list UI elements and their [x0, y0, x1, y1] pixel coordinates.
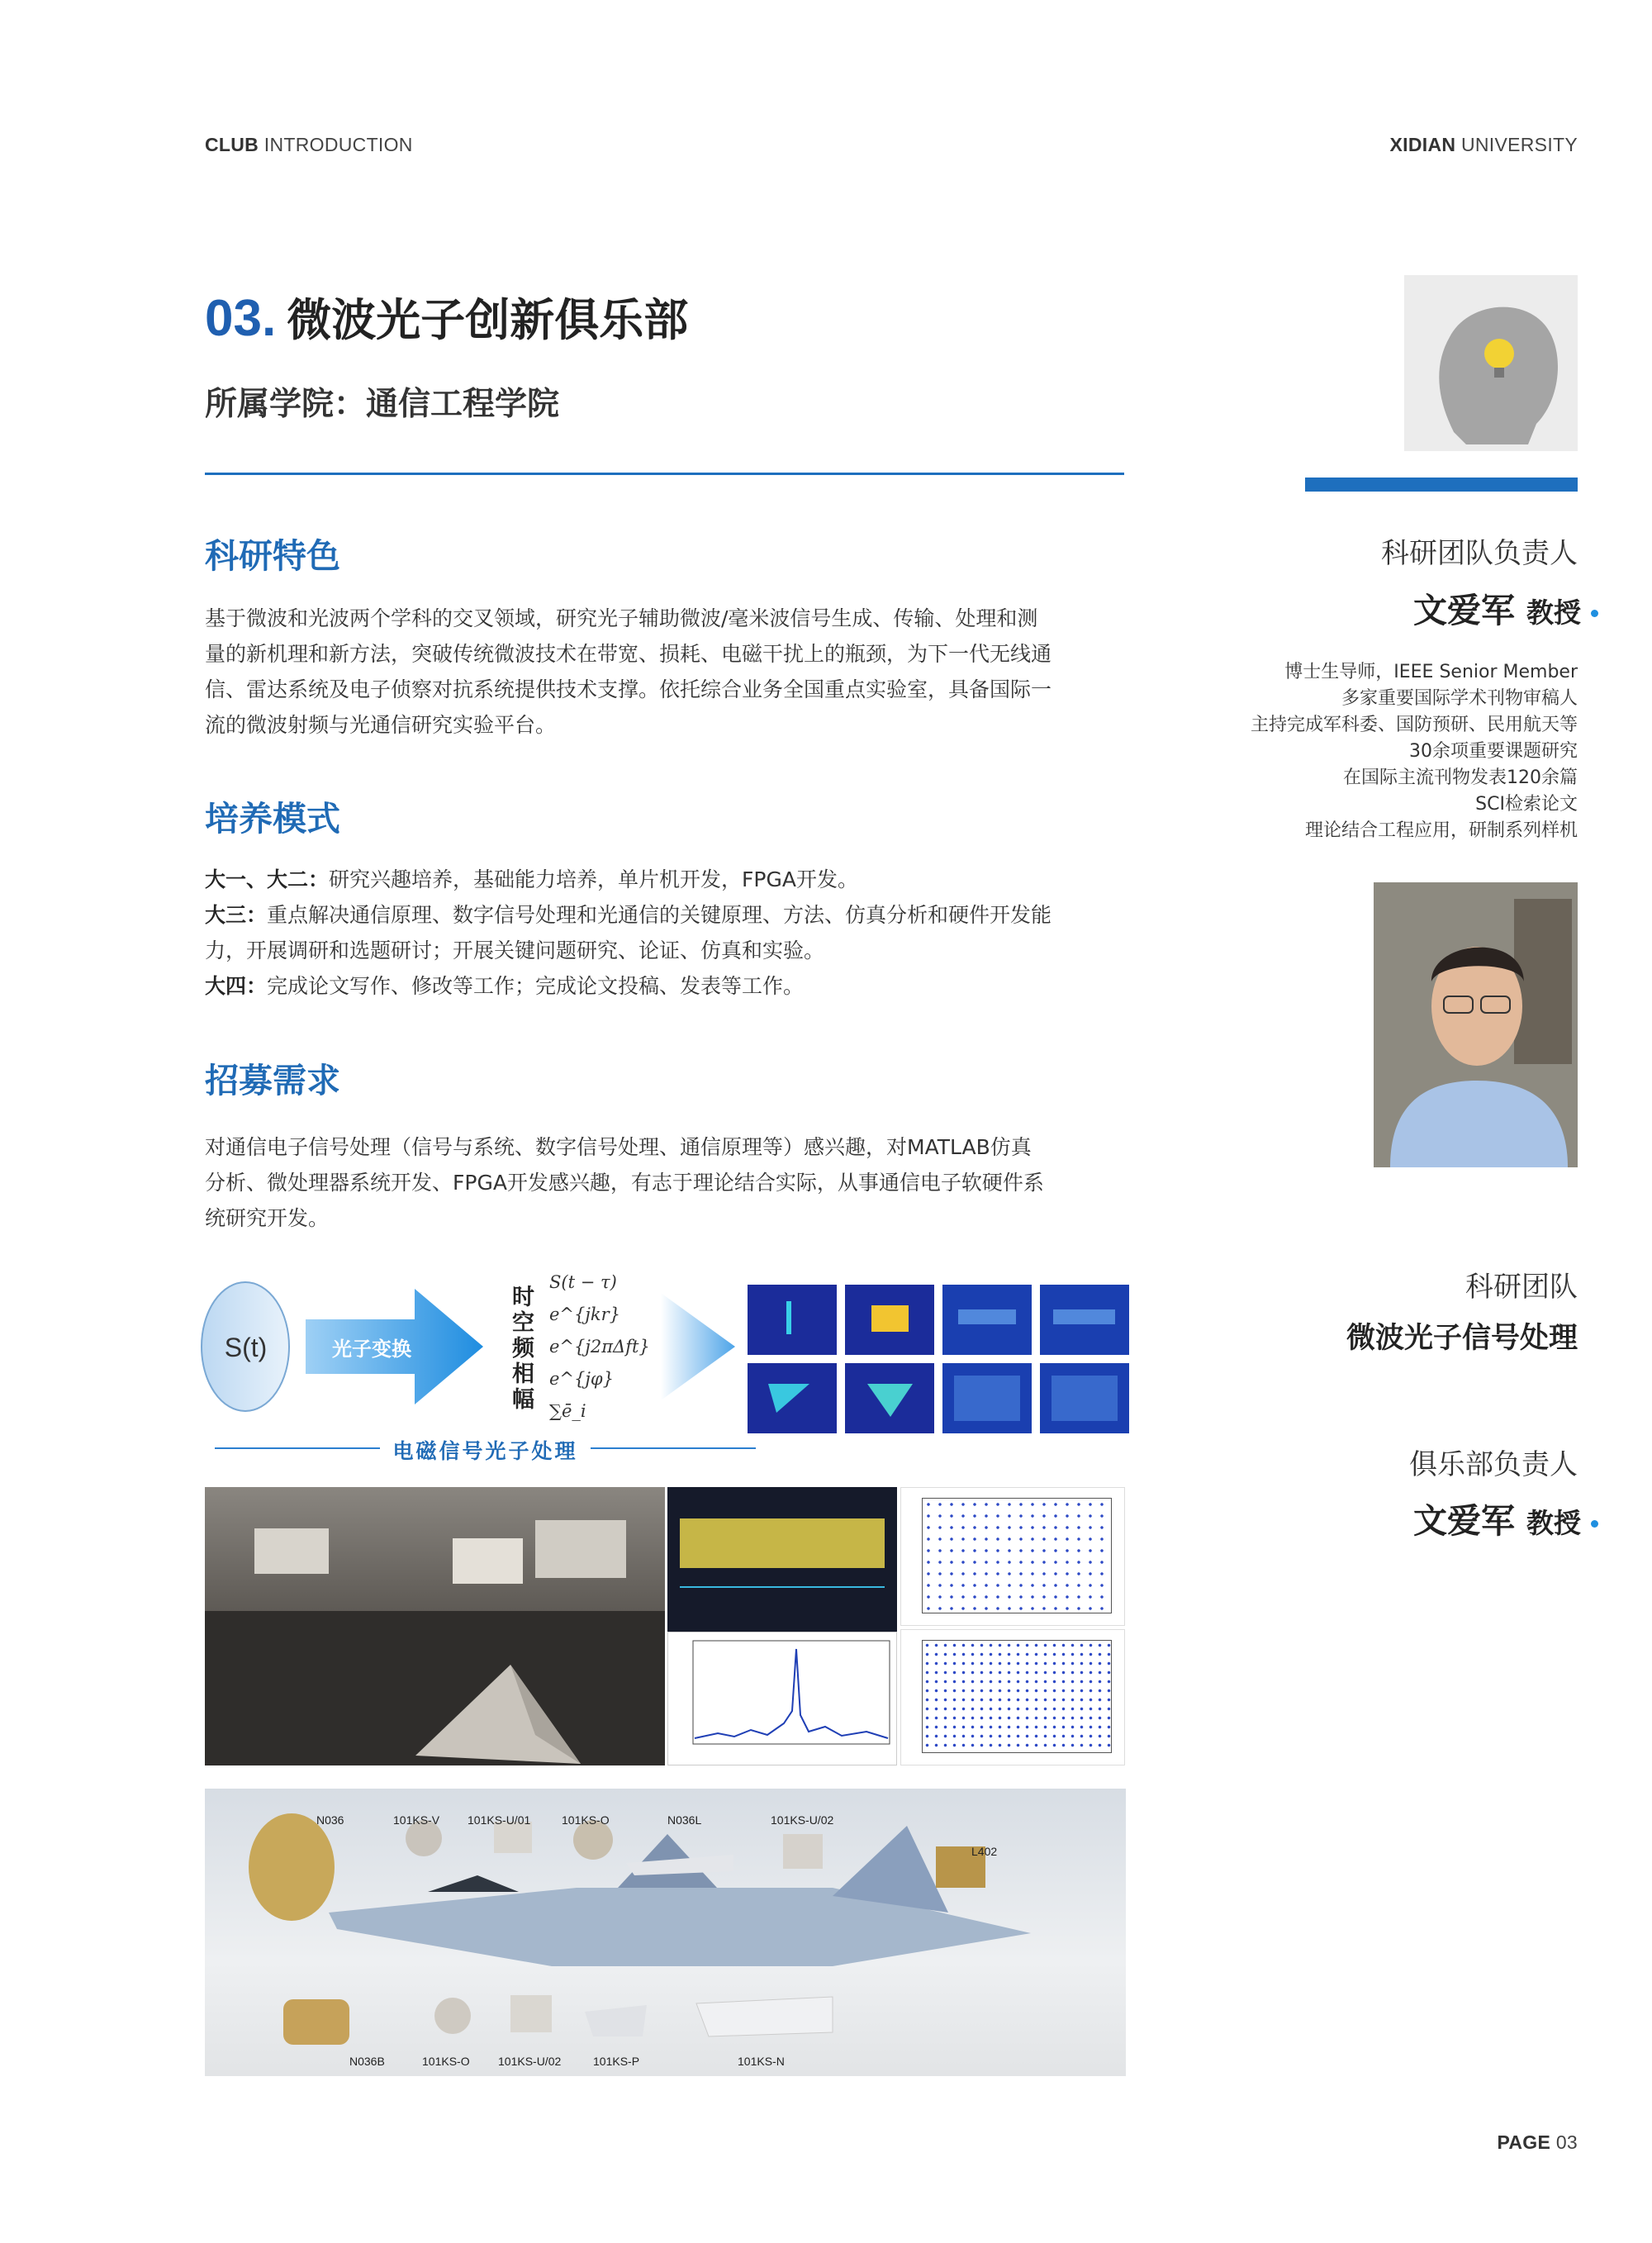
- sensor-label: N036: [316, 1813, 344, 1827]
- sensor-label: 101KS-U/01: [468, 1813, 531, 1827]
- aircraft-graphic: [205, 1789, 1126, 2076]
- lab-photo-horn: [205, 1487, 665, 1765]
- research-line: 量的新机理和新方法，突破传统微波技术在带宽、损耗、电磁干扰上的瓶颈，为下一代无线通: [205, 642, 1052, 666]
- leader-name-line: [1413, 583, 1598, 632]
- heatmap-spot: [871, 1305, 909, 1332]
- club-leader-title: 教授: [1526, 1507, 1581, 1539]
- team-name: 微波光子信号处理: [1346, 1322, 1578, 1355]
- formula-item: ∑ē_i: [549, 1401, 586, 1421]
- signal-label: S(t): [224, 1333, 268, 1362]
- sensor-label: 101KS-O: [422, 2055, 470, 2068]
- page-number: [1497, 2131, 1578, 2154]
- training-item-label: 大三：: [205, 903, 268, 927]
- training-item-text: 完成论文写作、修改等工作；完成论文投稿、发表等工作。: [267, 974, 805, 998]
- training-item-cont: 力，开展调研和选题研讨；开展关键问题研究、论证、仿真和实验。: [205, 939, 825, 962]
- brain-graphic: [1404, 275, 1578, 451]
- training-item-label: 大四：: [205, 974, 268, 998]
- heatmap-spot: [786, 1301, 791, 1334]
- title-number: 03.: [205, 290, 277, 347]
- leader-credentials: [1251, 659, 1578, 844]
- training-item: [205, 968, 1124, 1004]
- sensor-label: 101KS-U/02: [771, 1813, 834, 1827]
- spectrum-baseline: [680, 1586, 885, 1588]
- constellation-plot-1: [900, 1487, 1125, 1626]
- club-leader-name-line: [1413, 1494, 1598, 1542]
- heatmap-spot: [954, 1376, 1020, 1421]
- header-right-bold: XIDIAN: [1389, 134, 1456, 155]
- research-line: 基于微波和光波两个学科的交叉领域，研究光子辅助微波/毫米波信号生成、传输、处理和测: [205, 606, 1038, 630]
- club-leader-label: 俱乐部负责人: [1409, 1448, 1578, 1481]
- header-right-rest: UNIVERSITY: [1455, 134, 1578, 155]
- lab-photo: [205, 1487, 665, 1765]
- formula-item: e^{jφ}: [549, 1369, 614, 1389]
- constellation-plot-2: [900, 1629, 1125, 1765]
- credential-line: 博士生导师，IEEE Senior Member: [1284, 662, 1578, 682]
- team-label: 科研团队: [1465, 1271, 1578, 1304]
- leader-label: 科研团队负责人: [1381, 537, 1578, 570]
- training-list: [205, 862, 1124, 1004]
- heatmap-spot: [958, 1309, 1016, 1324]
- brain-illustration: [1404, 275, 1578, 451]
- formula-item: e^{jkr}: [549, 1304, 621, 1324]
- portrait-graphic: [1374, 882, 1578, 1167]
- header-left-rest: INTRODUCTION: [259, 134, 413, 155]
- constellation-points: [922, 1498, 1112, 1613]
- spectrum-trace: [680, 1518, 885, 1568]
- sensor-label: N036B: [349, 2055, 385, 2068]
- training-item-text: 研究兴趣培养，基础能力培养，单片机开发，FPGA开发。: [329, 867, 858, 891]
- header-left: [205, 134, 413, 156]
- recruit-line: 统研究开发。: [205, 1206, 330, 1230]
- page-num: 03: [1550, 2131, 1578, 2153]
- output-arrow: [661, 1293, 735, 1400]
- research-paragraph: [205, 601, 1124, 743]
- sensor-label: L402: [971, 1845, 998, 1858]
- research-line: 流的微波射频与光通信研究实验平台。: [205, 713, 557, 737]
- header-right: [1390, 134, 1578, 156]
- section-heading-research: 科研特色: [205, 536, 340, 576]
- heatmap-tile: [748, 1285, 837, 1355]
- bullet-dot-icon: [1591, 610, 1598, 617]
- sidebar-accent-bar: [1305, 478, 1578, 492]
- diagram-caption: 电磁信号光子处理: [392, 1439, 578, 1463]
- club-leader-name: 文爱军: [1413, 1501, 1515, 1541]
- credential-line: 主持完成军科委、国防预研、民用航天等: [1250, 715, 1578, 735]
- recruit-line: 对通信电子信号处理（信号与系统、数字信号处理、通信原理等）感兴趣，对MATLAB仿真: [205, 1135, 1032, 1159]
- credential-line: 理论结合工程应用，研制系列样机: [1304, 820, 1578, 841]
- photonic-processing-diagram: [198, 1260, 1132, 1479]
- spectrum-screenshot: [667, 1487, 897, 1632]
- heatmap-grid: [748, 1285, 1129, 1433]
- credential-line: SCI检索论文: [1475, 794, 1578, 815]
- heatmap-spot: [1051, 1376, 1118, 1421]
- fft-plot: [667, 1632, 897, 1765]
- transform-label: 光子变换: [332, 1338, 411, 1361]
- credential-line: 在国际主流刊物发表120余篇: [1343, 767, 1578, 788]
- leader-portrait: [1374, 882, 1578, 1167]
- section-heading-recruit: 招募需求: [205, 1061, 340, 1100]
- page-label: PAGE: [1497, 2131, 1551, 2153]
- training-item-text: 重点解决通信原理、数字信号处理和光通信的关键原理、方法、仿真分析和硬件开发能: [267, 903, 1052, 927]
- training-item: [205, 862, 1124, 897]
- bullet-dot-icon: [1591, 1520, 1598, 1528]
- credential-line: 多家重要国际学术刊物审稿人: [1341, 688, 1578, 709]
- research-line: 信、雷达系统及电子侦察对抗系统提供技术支撑。依托综合业务全国重点实验室，具备国际一: [205, 677, 1052, 701]
- aircraft-sensor-figure: [205, 1789, 1126, 2076]
- section-heading-training: 培养模式: [205, 799, 340, 839]
- title-text: 微波光子创新俱乐部: [287, 294, 689, 346]
- sensor-label: N036L: [667, 1813, 702, 1827]
- recruit-paragraph: [205, 1129, 1124, 1236]
- leader-title: 教授: [1526, 596, 1581, 629]
- training-item-label: 大一、大二：: [205, 867, 330, 891]
- college-line: 所属学院：通信工程学院: [205, 386, 560, 423]
- credential-line: 30余项重要课题研究: [1409, 741, 1578, 762]
- constellation-points: [922, 1640, 1112, 1753]
- formula-item: S(t − τ): [549, 1272, 617, 1292]
- diagram-graphic: [198, 1260, 1132, 1479]
- training-item: [205, 897, 1124, 933]
- sensor-label: 101KS-P: [593, 2055, 640, 2068]
- fft-plot-graphic: [668, 1632, 898, 1766]
- header-left-bold: CLUB: [205, 134, 259, 155]
- recruit-line: 分析、微处理器系统开发、FPGA开发感兴趣，有志于理论结合实际，从事通信电子软硬件系: [205, 1171, 1044, 1195]
- title-divider: [205, 473, 1124, 475]
- sensor-label: 101KS-V: [393, 1813, 440, 1827]
- sensor-label: 101KS-O: [562, 1813, 610, 1827]
- page-title: [205, 285, 688, 349]
- dimension-label: 时空频相幅: [512, 1285, 534, 1413]
- leader-name: 文爱军: [1413, 591, 1515, 630]
- formula-list: [549, 1266, 650, 1428]
- formula-item: e^{j2πΔft}: [549, 1337, 650, 1357]
- heatmap-spot: [1053, 1309, 1115, 1324]
- sensor-label: 101KS-N: [738, 2055, 785, 2068]
- sensor-label: 101KS-U/02: [498, 2055, 562, 2068]
